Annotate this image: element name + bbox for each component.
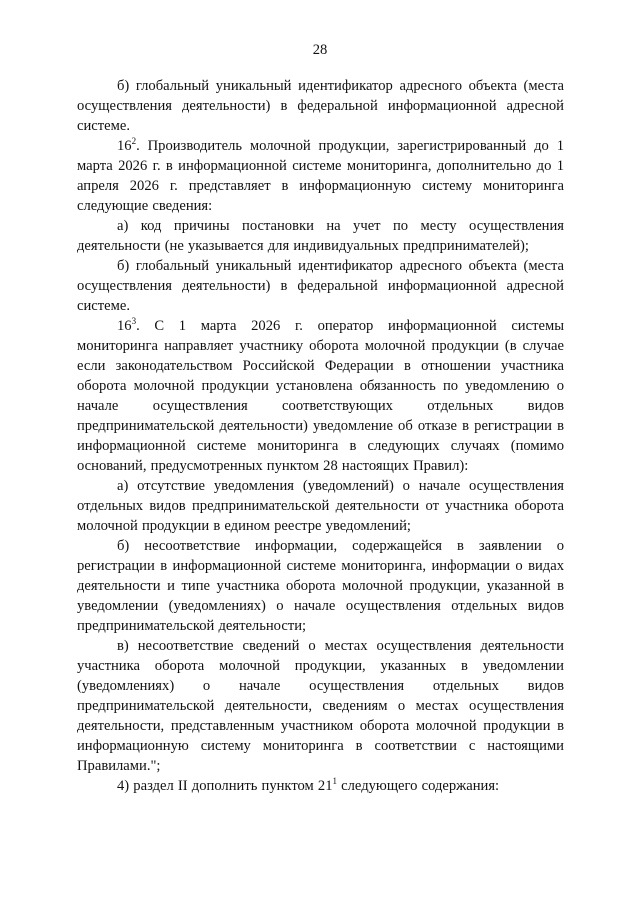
clause-superscript: 2 [131,136,137,146]
paragraph-v-locations-mismatch: в) несоответствие сведений о местах осуществления деятельности участника оборота молочной продукции, указанных в уведомлении (уведомлениях) о начале осуществления отдельных видов предпринимательской деятельности, сведениям о местах осуществления деятельности, представленным участником оборота молочной продукции в информационную систему мониторинга в соответствии с настоящими Правилами."; [77,638,564,774]
paragraph-b-info-mismatch: б) несоответствие информации, содержащейся в заявлении о регистрации в информационной системе мониторинга, информации о видах деятельности и типе участника оборота молочной продукции, указанной в уведомлении (уведомлениях) о начале осуществления отдельных видов предпринимательской деятельности; [77,538,564,634]
page-number: 28 [312,42,328,58]
paragraph-a-kpp-code: а) код причины постановки на учет по месту осуществления деятельности (не указывается для индивидуальных предпринимателей); [77,218,564,254]
clause-superscript: 3 [131,316,137,326]
document-body [77,76,564,796]
paragraph-b-address-identifier: б) глобальный уникальный идентификатор адресного объекта (места осуществления деятельности) в федеральной информационной адресной системе. [77,78,564,134]
paragraph-16-3: $16^3$. С 1 марта 2026 г. оператор информационной системы мониторинга направляет участнику оборота молочной продукции (в случае если законодательством Российской Федерации в отношении участника оборота молочной продукции установлена обязанность по уведомлению о начале осуществления соответствующих отдельных видов предпринимательской деятельности) уведомление об отказе в регистрации в информационной системе мониторинга в следующих случаях (помимо оснований, предусмотренных пунктом 28 настоящих Правил): [77,316,564,474]
paragraph-b-address-identifier-2: б) глобальный уникальный идентификатор адресного объекта (места осуществления деятельности) в федеральной информационной адресной системе. [77,258,564,314]
clause-number: 16 [117,318,132,334]
clause-superscript: 1 [332,776,337,786]
paragraph-16-2: $16^2$. Производитель молочной продукции, зарегистрированный до 1 марта 2026 г. в информационной системе мониторинга, дополнительно до 1 апреля 2026 г. представляет в информационную систему мониторинга следующие сведения: [77,136,564,214]
paragraph-4-section-ii: 4) раздел II дополнить пунктом $21^1$ следующего содержания: [117,776,500,794]
paragraph-a-no-notification: а) отсутствие уведомления (уведомлений) о начале осуществления отдельных видов предпринимательской деятельности от участника оборота молочной продукции в едином реестре уведомлений; [77,478,564,534]
clause-number: 16 [117,138,132,154]
